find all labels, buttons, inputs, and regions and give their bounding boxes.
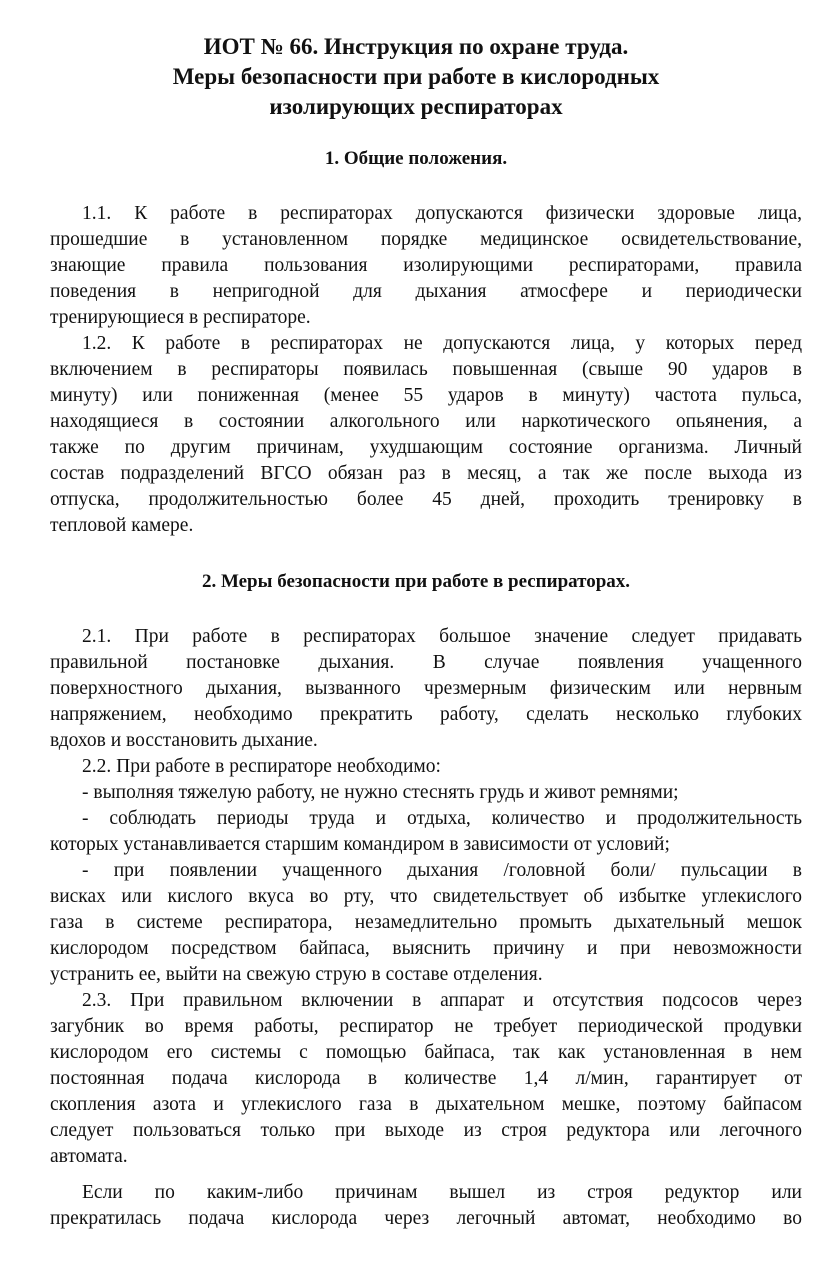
paragraph-line: загубник во время работы, респиратор не требует периодической продувки xyxy=(50,1016,802,1037)
paragraph-line: поведения в непригодной для дыхания атмосфере и периодически xyxy=(50,281,802,302)
paragraph-line: кислородом посредством байпаса, выяснить причину и при невозможности xyxy=(50,938,802,959)
paragraph-line: тренирующиеся в респираторе. xyxy=(50,307,311,328)
paragraph-line: 1.2. К работе в респираторах не допускаются лица, у которых перед xyxy=(82,333,802,354)
paragraph-line: 2.3. При правильном включении в аппарат и отсутствия подсосов через xyxy=(82,990,802,1011)
paragraph-line: вдохов и восстановить дыхание. xyxy=(50,730,318,751)
section-1-heading: 1. Общие положения. xyxy=(324,148,508,169)
document-title-line-3: изолирующих респираторах xyxy=(269,94,563,119)
document-title-line-2: Меры безопасности при работе в кислородных xyxy=(172,64,660,89)
paragraph-line: также по другим причинам, ухудшающим состояние организма. Личный xyxy=(50,437,802,458)
paragraph-line: 2.1. При работе в респираторах большое значение следует придавать xyxy=(82,626,802,647)
paragraph-line: напряжением, необходимо прекратить работу, сделать несколько глубоких xyxy=(50,704,802,725)
paragraph-line: постоянная подача кислорода в количестве 1,4 л/мин, гарантирует от xyxy=(50,1068,802,1089)
paragraph-line: минуту) или пониженная (менее 55 ударов в минуту) частота пульса, xyxy=(50,385,802,406)
paragraph-line: следует пользоваться только при выходе из строя редуктора или легочного xyxy=(50,1120,802,1141)
paragraph-line: автомата. xyxy=(50,1146,128,1167)
paragraph-line: - выполняя тяжелую работу, не нужно стеснять грудь и живот ремнями; xyxy=(82,782,679,803)
paragraph-line: прекратилась подача кислорода через легочный автомат, необходимо во xyxy=(50,1208,802,1229)
paragraph-line: поверхностного дыхания, вызванного чрезмерным физическим или нервным xyxy=(50,678,802,699)
paragraph-line: знающие правила пользования изолирующими респираторами, правила xyxy=(50,255,802,276)
paragraph-line: устранить ее, выйти на свежую струю в составе отделения. xyxy=(50,964,543,985)
paragraph-line: - при появлении учащенного дыхания /головной боли/ пульсации в xyxy=(82,860,802,881)
paragraph-line: кислородом его системы с помощью байпаса, так как установленная в нем xyxy=(50,1042,802,1063)
paragraph-line: тепловой камере. xyxy=(50,515,194,536)
paragraph-line: 2.2. При работе в респираторе необходимо: xyxy=(82,756,441,777)
paragraph-line: прошедшие в установленном порядке медицинское освидетельствование, xyxy=(50,229,802,250)
paragraph-line: отпуска, продолжительностью более 45 дней, проходить тренировку в xyxy=(50,489,802,510)
paragraph-line: 1.1. К работе в респираторах допускаются физически здоровые лица, xyxy=(82,203,802,224)
paragraph-line: Если по каким-либо причинам вышел из строя редуктор или xyxy=(82,1182,802,1203)
paragraph-line: - соблюдать периоды труда и отдыха, количество и продолжительность xyxy=(82,808,802,829)
paragraph-line: находящиеся в состоянии алкогольного или наркотического опьянения, а xyxy=(50,411,802,432)
section-2-heading: 2. Меры безопасности при работе в респираторах. xyxy=(201,571,631,592)
paragraph-line: которых устанавливается старшим командиром в зависимости от условий; xyxy=(50,834,670,855)
paragraph-line: висках или кислого вкуса во рту, что свидетельствует об избытке углекислого xyxy=(50,886,802,907)
document-title-line-1: ИОТ № 66. Инструкция по охране труда. xyxy=(203,34,629,59)
paragraph-line: состав подразделений ВГСО обязан раз в месяц, а так же после выхода из xyxy=(50,463,802,484)
paragraph-line: газа в системе респиратора, незамедлительно промыть дыхательный мешок xyxy=(50,912,802,933)
paragraph-line: включением в респираторы появилась повышенная (свыше 90 ударов в xyxy=(50,359,802,380)
paragraph-line: скопления азота и углекислого газа в дыхательном мешке, поэтому байпасом xyxy=(50,1094,802,1115)
paragraph-line: правильной постановке дыхания. В случае появления учащенного xyxy=(50,652,802,673)
